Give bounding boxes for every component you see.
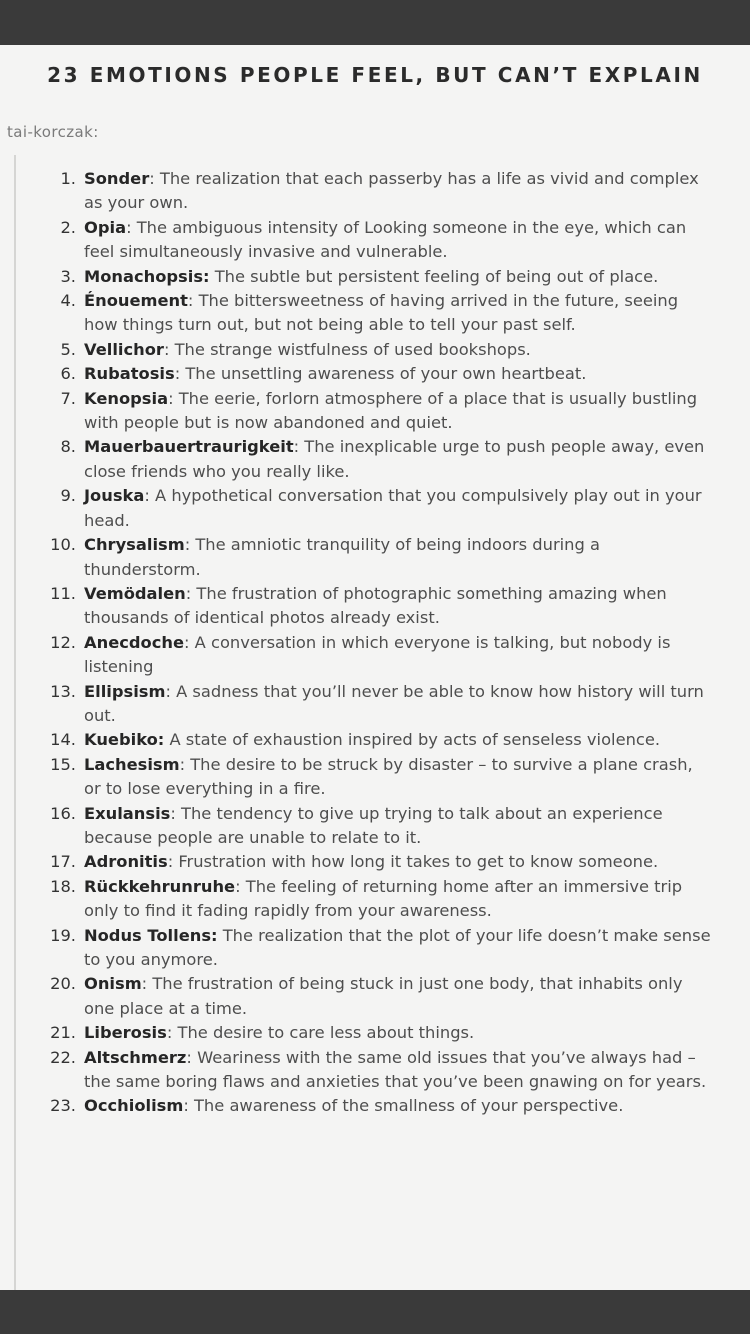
list-item	[0, 265, 750, 289]
item-term: Sonder	[84, 169, 150, 188]
item-term: Monachopsis:	[84, 266, 210, 286]
item-number: 14.	[50, 730, 76, 750]
item-number: 11.	[50, 583, 76, 603]
item-term: Kenopsia	[84, 388, 169, 408]
item-term: Vellichor	[84, 339, 164, 359]
item-number: 4.	[60, 291, 76, 311]
item-term: Lachesism	[84, 754, 180, 774]
item-number: 19.	[50, 925, 76, 945]
item-number: 15.	[50, 754, 76, 774]
item-term: Kuebiko:	[84, 730, 165, 750]
item-number: 9.	[60, 486, 76, 506]
item-term: Chrysalism	[84, 535, 185, 555]
item-number: 10.	[50, 535, 76, 555]
item-definition: : The eerie, forlorn atmosphere of a place that is usually bustling with people but is now abandoned and quiet.	[84, 388, 698, 433]
list-item	[0, 1046, 750, 1095]
item-definition: : Weariness with the same old issues that you’ve always had – the same boring flaws and anxieties that you’ve been gnawing on for years.	[84, 1047, 707, 1092]
item-definition: : The desire to care less about things.	[166, 1023, 475, 1043]
item-number: 16.	[50, 803, 76, 823]
item-term: Énouement	[84, 291, 188, 311]
list-item	[0, 875, 750, 924]
item-definition: : The tendency to give up trying to talk about an experience because people are unable to relate to it.	[84, 803, 663, 847]
item-number: 2.	[60, 217, 76, 237]
list-item	[0, 387, 750, 436]
item-term: Rubatosis	[84, 364, 175, 384]
item-term: Liberosis	[84, 1023, 167, 1043]
list-item	[0, 972, 750, 1021]
item-number: 13.	[50, 681, 76, 701]
post-title: 23 EMOTIONS PEOPLE FEEL, BUT CAN’T EXPLAIN	[47, 63, 703, 87]
item-term: Opia	[84, 217, 127, 237]
item-number: 8.	[60, 437, 76, 457]
item-definition: : The unsettling awareness of your own heartbeat.	[174, 364, 587, 384]
top-bar	[0, 0, 750, 45]
item-number: 7.	[60, 388, 76, 408]
item-term: Mauerbauertraurigkeit	[84, 437, 294, 457]
item-number: 6.	[60, 364, 76, 384]
item-term: Ellipsism	[84, 681, 166, 701]
item-number: 22.	[50, 1047, 76, 1067]
item-definition: : Frustration with how long it takes to get to know someone.	[167, 852, 659, 872]
list-item	[0, 533, 750, 582]
list-item	[0, 753, 750, 802]
item-term: Onism	[84, 974, 142, 994]
item-definition: : The awareness of the smallness of your perspective.	[183, 1096, 624, 1116]
item-definition: : The frustration of photographic something amazing when thousands of identical photos already exist.	[84, 583, 667, 628]
item-definition: : A sadness that you’ll never be able to know how history will turn out.	[84, 681, 704, 725]
item-term: Nodus Tollens:	[84, 925, 218, 945]
item-term: Adronitis	[84, 852, 168, 872]
item-term: Occhiolism	[84, 1096, 184, 1116]
author-name[interactable]: tai-korczak:	[7, 123, 99, 141]
item-definition: : The bittersweetness of having arrived in the future, seeing how things turn out, but not being able to tell your past self.	[84, 291, 679, 335]
item-definition: : A conversation in which everyone is talking, but nobody is listening	[84, 632, 671, 677]
item-term: Vemödalen	[84, 583, 186, 603]
item-definition: A state of exhaustion inspired by acts of senseless violence.	[164, 730, 661, 750]
item-number: 12.	[50, 632, 76, 652]
item-number: 18.	[50, 876, 76, 896]
item-number: 20.	[50, 974, 76, 994]
list-item	[0, 850, 750, 874]
list-item	[0, 216, 750, 265]
item-definition: The realization that the plot of your life doesn’t make sense to you anymore.	[84, 925, 711, 969]
item-definition: : The strange wistfulness of used bookshops.	[163, 339, 531, 359]
item-definition: The subtle but persistent feeling of being out of place.	[209, 266, 659, 286]
list-item	[0, 631, 750, 680]
list-item	[0, 289, 750, 338]
item-term: Rückkehrunruhe	[84, 876, 236, 896]
list-item	[0, 484, 750, 533]
item-number: 5.	[60, 339, 76, 359]
item-number: 23.	[50, 1096, 76, 1116]
item-number: 3.	[60, 266, 76, 286]
bottom-bar	[0, 1290, 750, 1334]
emotions-list	[0, 167, 750, 1119]
list-item	[0, 680, 750, 729]
list-item	[0, 362, 750, 386]
item-definition: : The realization that each passerby has a life as vivid and complex as your own.	[84, 169, 699, 213]
list-item	[0, 338, 750, 362]
item-term: Jouska	[84, 486, 145, 506]
list-item	[0, 582, 750, 631]
item-definition: : The frustration of being stuck in just one body, that inhabits only one place at a time.	[84, 974, 683, 1018]
item-term: Anecdoche	[84, 632, 185, 652]
item-definition: : The feeling of returning home after an immersive trip only to find it fading rapidly from your awareness.	[84, 876, 683, 921]
list-item	[0, 1094, 750, 1118]
item-number: 21.	[50, 1023, 76, 1043]
item-term: Altschmerz	[84, 1047, 187, 1067]
list-item	[0, 924, 750, 973]
item-definition: : The ambiguous intensity of Looking someone in the eye, which can feel simultaneously invasive and vulnerable.	[84, 217, 687, 262]
list-item	[0, 728, 750, 752]
item-definition: : The desire to be struck by disaster – to survive a plane crash, or to lose everything in a fire.	[84, 754, 693, 799]
list-item	[0, 435, 750, 484]
list-item	[0, 1021, 750, 1045]
item-definition: : The inexplicable urge to push people away, even close friends who you really like.	[84, 437, 705, 481]
item-term: Exulansis	[84, 803, 171, 823]
item-definition: : A hypothetical conversation that you compulsively play out in your head.	[84, 486, 702, 530]
item-number: 17.	[50, 852, 76, 872]
list-item	[0, 802, 750, 851]
list-item	[0, 167, 750, 216]
post-content	[0, 45, 750, 1290]
item-definition: : The amniotic tranquility of being indoors during a thunderstorm.	[84, 535, 600, 579]
item-number: 1.	[60, 169, 76, 188]
